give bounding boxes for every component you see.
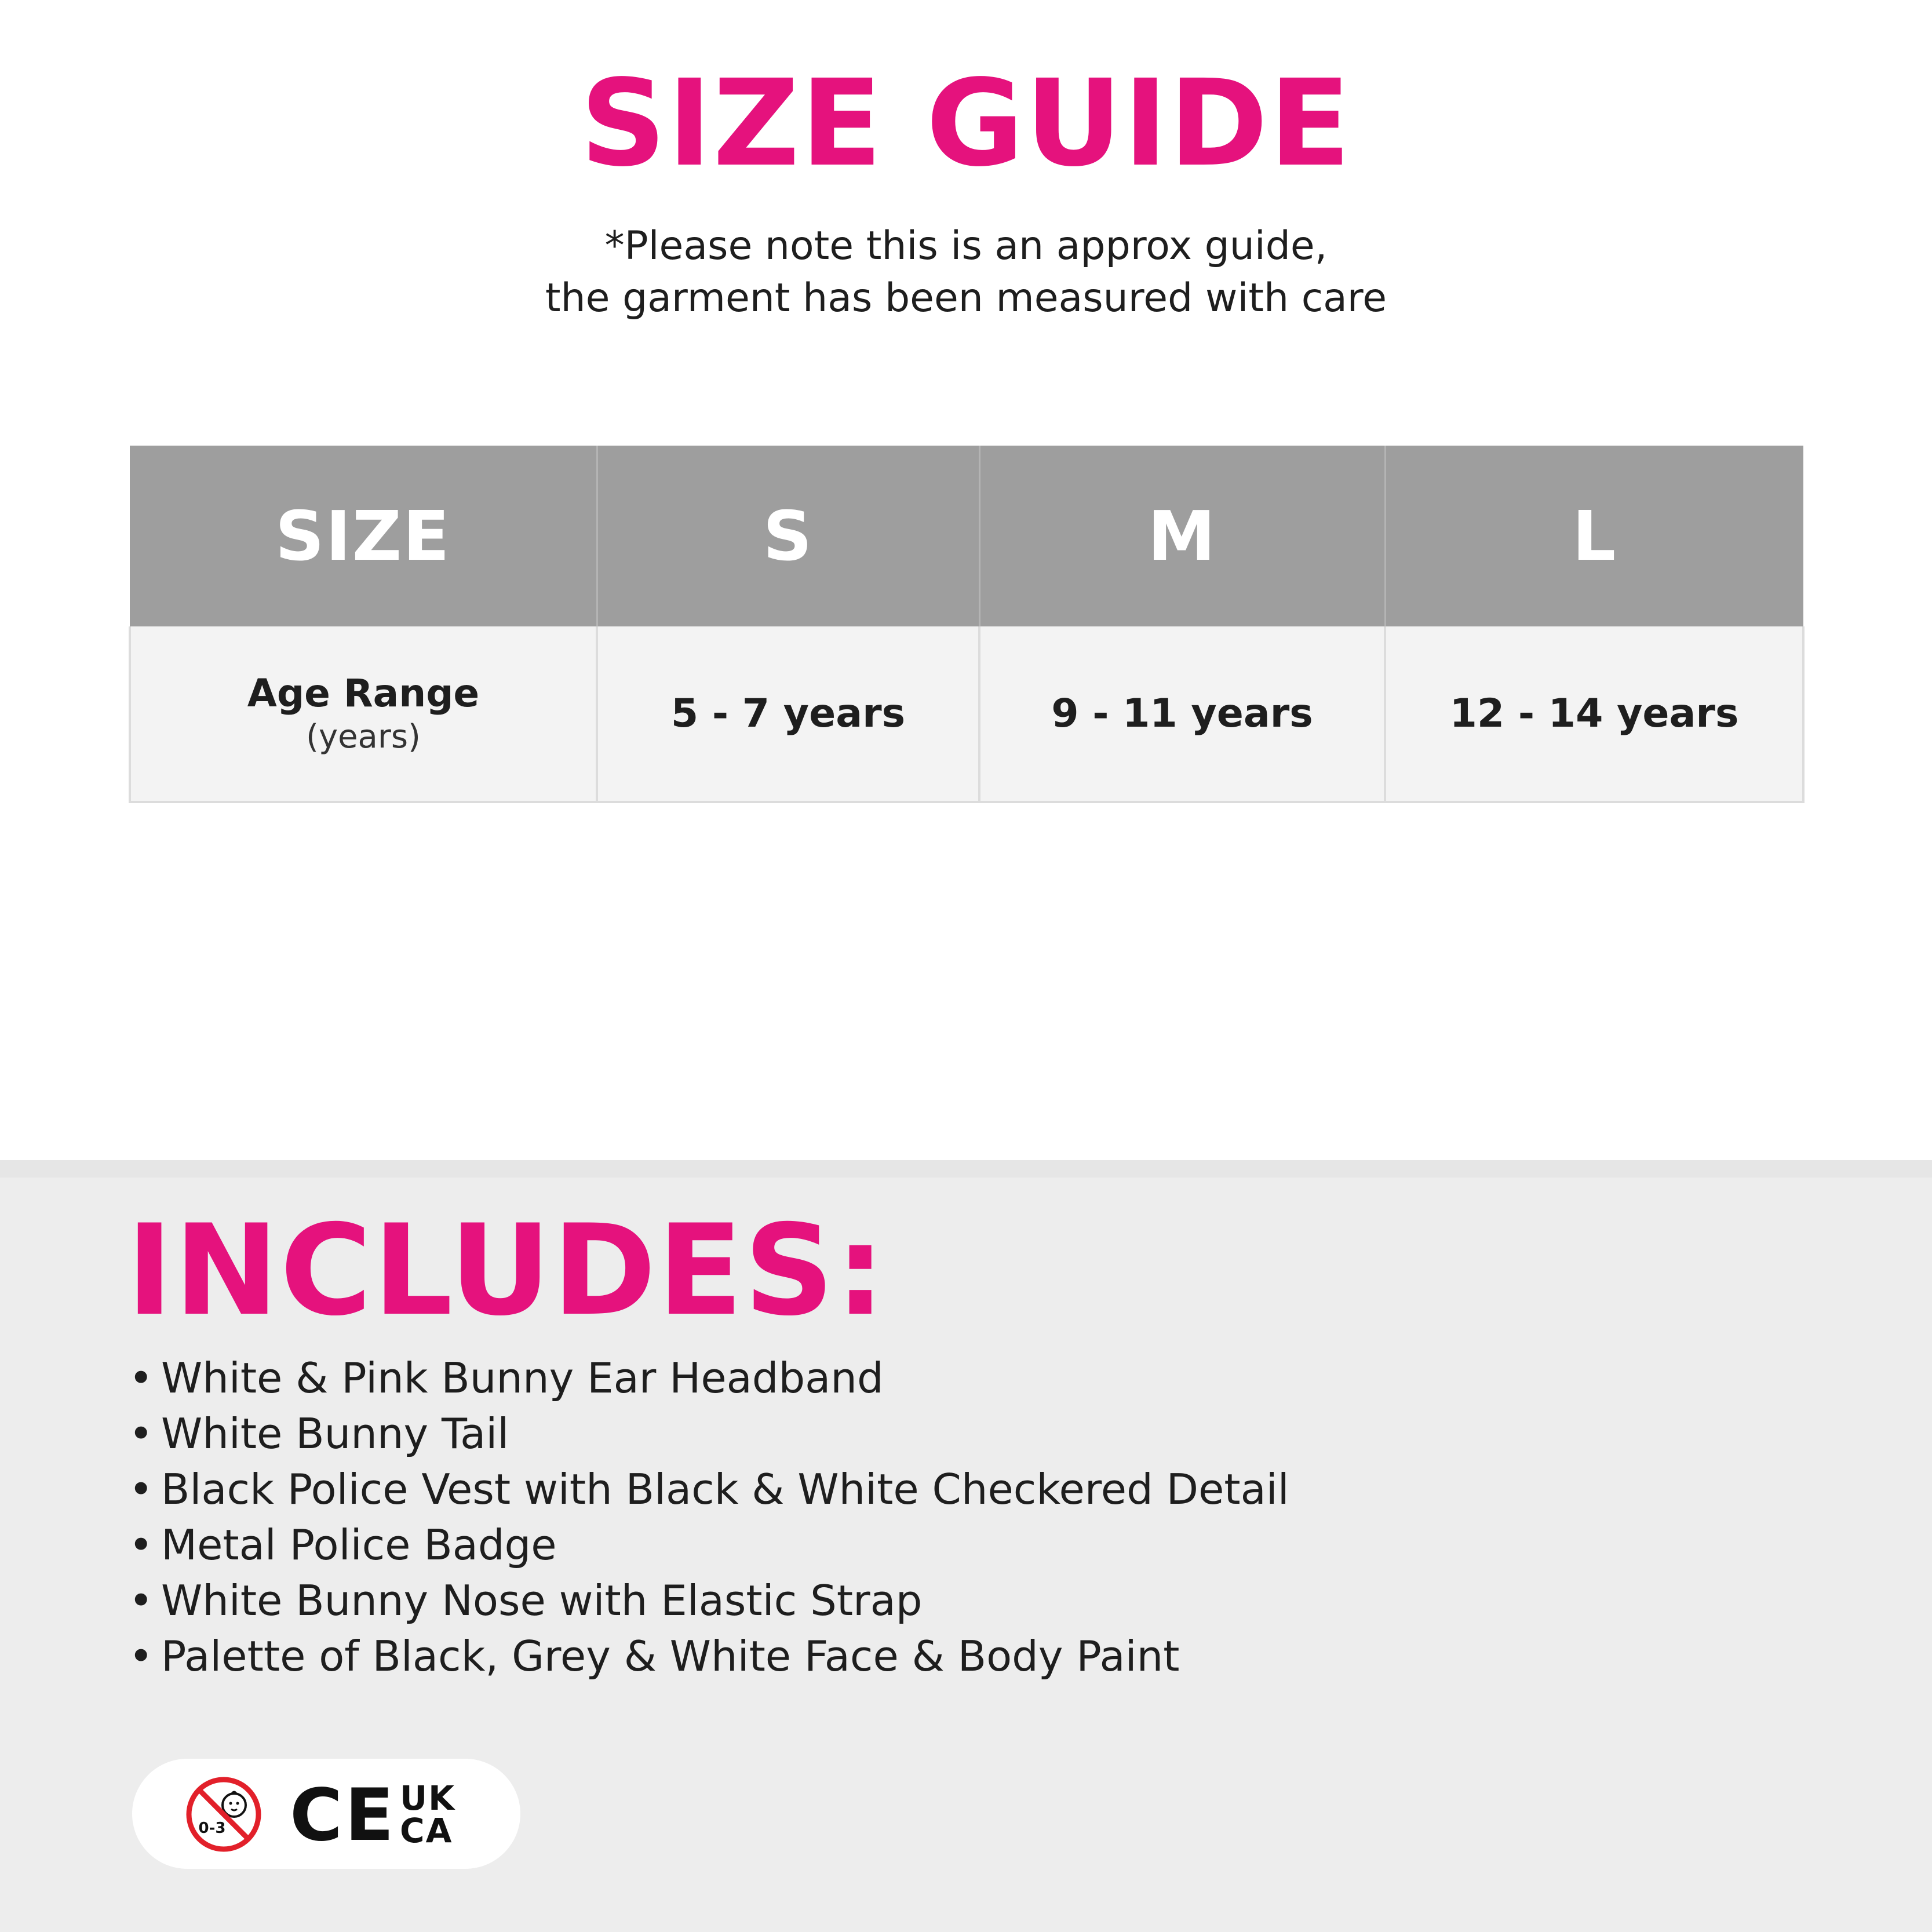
age-value-s: 5 - 7 years [597,626,979,802]
size-note-line-2: the garment has been measured with care [545,275,1387,321]
age-range-label: Age Range [247,670,480,716]
list-item: • Black Police Vest with Black & White Checkered Detail [129,1461,1289,1517]
includes-title: INCLUDES: [126,1198,887,1343]
size-note-line-1: *Please note this is an approx guide, [604,223,1328,269]
safety-badge [132,1759,520,1869]
ce-mark-icon: CE [290,1774,396,1857]
age-range-unit: (years) [306,717,421,756]
age-warning-text: 0-3 [198,1820,226,1837]
header-s: S [597,446,979,626]
includes-list [129,1350,1289,1684]
list-item: • White & Pink Bunny Ear Headband [129,1350,1289,1406]
ukca-bottom: CA [400,1811,453,1850]
list-item: • Palette of Black, Grey & White Face & Body Paint [129,1628,1289,1684]
header-size: SIZE [130,446,597,626]
not-for-children-under-3-icon [185,1776,262,1853]
list-item: • White Bunny Nose with Elastic Strap [129,1573,1289,1628]
age-value-m: 9 - 11 years [979,626,1385,802]
size-table-header-row [130,446,1803,626]
age-range-cell [130,626,597,802]
size-note [0,220,1932,325]
list-item: • White Bunny Tail [129,1406,1289,1461]
ukca-top: UK [400,1778,456,1818]
age-value-l: 12 - 14 years [1385,626,1803,802]
table-row [130,626,1803,802]
size-table [129,446,1805,803]
page-title: SIZE GUIDE [580,54,1352,193]
header-l: L [1385,446,1803,626]
ukca-mark-icon [400,1778,456,1850]
list-item: • Metal Police Badge [129,1517,1289,1573]
header-m: M [979,446,1385,626]
